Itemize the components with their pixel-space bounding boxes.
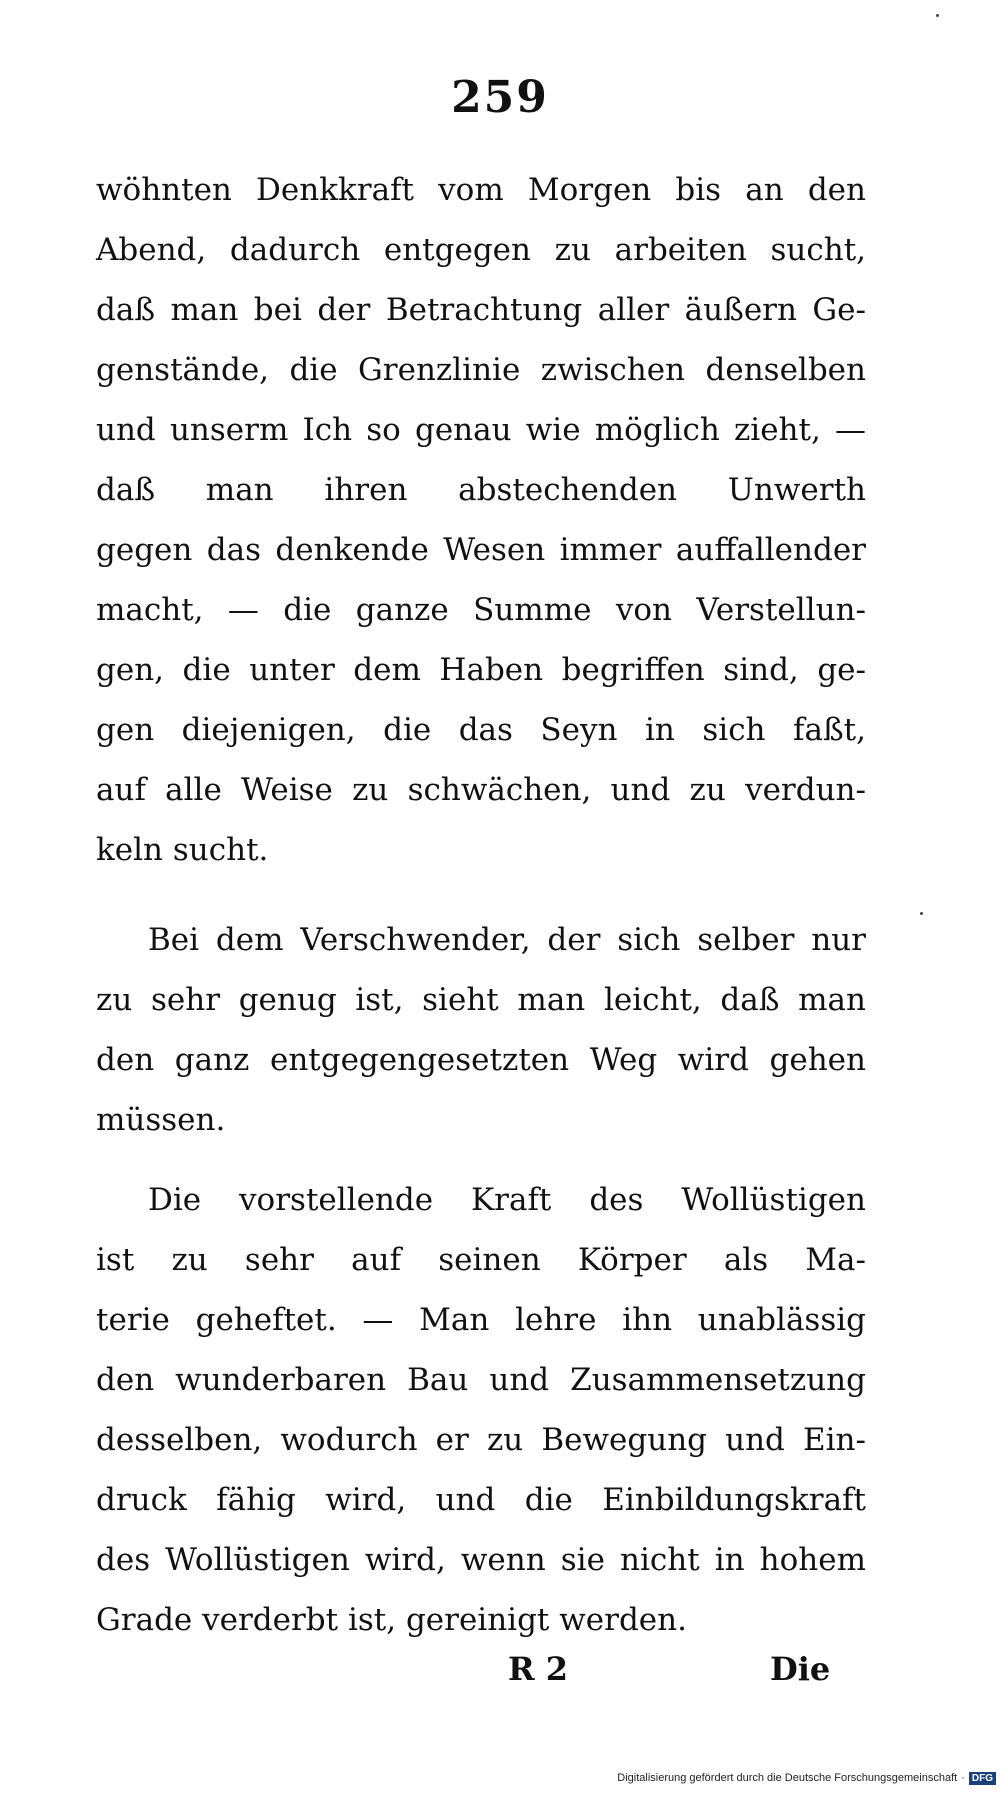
paragraph-1 [96,160,866,880]
text-line: den ganz entgegengesetzten Weg wird gehen [96,1042,866,1078]
page-number: 259 [451,72,549,123]
page-foot [0,1650,1000,1700]
text-line: den wunderbaren Bau und Zusammensetzung [96,1362,866,1398]
ink-speck [936,14,939,17]
separator: · [961,1772,965,1784]
text-line: gegen das denkende Wesen immer auffallender [96,532,866,568]
text-line: Abend, dadurch entgegen zu arbeiten sucht, [96,232,866,268]
text-line: wöhnten Denkkraft vom Morgen bis an den [96,172,866,208]
signature-mark: R 2 [508,1650,568,1688]
catchword: Die [770,1650,831,1688]
text-line: Bei dem Verschwender, der sich selber nur [148,922,866,958]
text-line: desselben, wodurch er zu Bewegung und Ein- [96,1422,866,1458]
text-line: gen diejenigen, die das Seyn in sich faßt, [96,712,866,748]
paragraph-2 [96,910,866,1150]
text-line: macht, — die ganze Summe von Verstellun- [96,592,866,628]
text-line: gen, die unter dem Haben begriffen sind, ge- [96,652,866,688]
text-line: müssen. [96,1102,226,1138]
text-line: genstände, die Grenzlinie zwischen denselben [96,352,866,388]
ink-speck [920,912,923,915]
digitization-credit [617,1768,996,1788]
text-line: des Wollüstigen wird, wenn sie nicht in hohem [96,1542,866,1578]
text-line: zu sehr genug ist, sieht man leicht, daß man [96,982,866,1018]
text-line: ist zu sehr auf seinen Körper als Ma- [96,1242,866,1278]
text-line: keln sucht. [96,832,269,868]
text-line: Die vorstellende Kraft des Wollüstigen [148,1182,866,1218]
dfg-logo-icon: DFG [969,1772,996,1785]
text-line: daß man bei der Betrachtung aller äußern Ge- [96,292,866,328]
paragraph-3 [96,1170,866,1650]
text-line: druck fähig wird, und die Einbildungskraft [96,1482,866,1518]
text-line: Grade verderbt ist, gereinigt werden. [96,1602,687,1638]
credit-text: Digitalisierung gefördert durch die Deutsche Forschungsgemeinschaft [617,1772,958,1784]
text-line: terie geheftet. — Man lehre ihn unablässig [96,1302,866,1338]
text-line: auf alle Weise zu schwächen, und zu verdun- [96,772,866,808]
text-line: und unserm Ich so genau wie möglich zieht, — [96,412,866,448]
text-line: daß man ihren abstechenden Unwerth [96,472,866,508]
